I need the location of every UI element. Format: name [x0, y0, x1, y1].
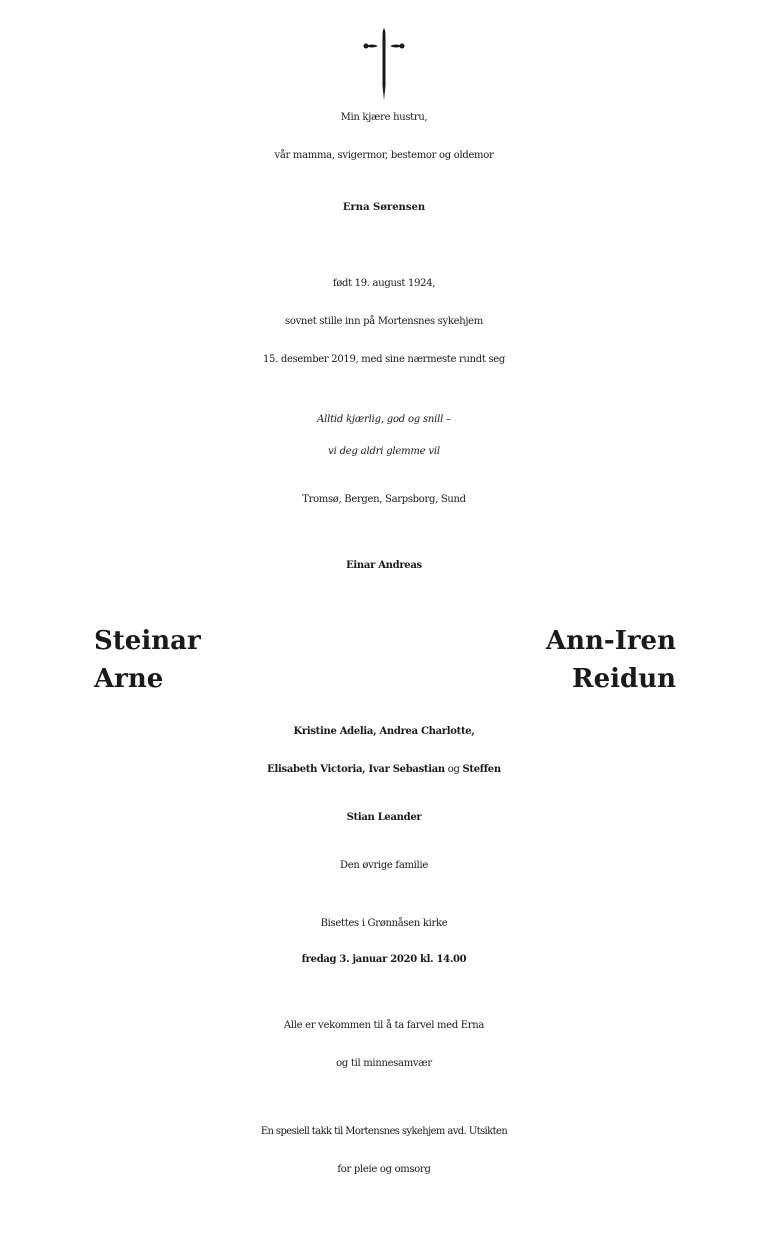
funeral-place: Bisettes i Grønnåsen kirke	[320, 918, 448, 929]
child-name: Ann-Iren	[545, 626, 676, 656]
places-line: Tromsø, Bergen, Sarpsborg, Sund	[302, 494, 466, 505]
grandchildren-conjunction: og	[447, 764, 460, 775]
verse-line-1: Alltid kjærlig, god og snill –	[317, 414, 451, 425]
verse-line-2: vi deg aldri glemme vil	[328, 446, 440, 457]
child-name: Reidun	[571, 664, 676, 694]
grandchildren-line-2	[0, 764, 768, 776]
other-family: Den øvrige familie	[340, 860, 428, 871]
invitation-line-1: Alle er vekommen til å ta farvel med Erna	[283, 1020, 485, 1031]
children-right	[546, 622, 676, 698]
great-grandchild-name: Stian Leander	[346, 812, 422, 823]
child-name: Steinar	[94, 626, 201, 656]
husband-name: Einar Andreas	[346, 560, 422, 571]
child-name: Arne	[94, 664, 164, 694]
invitation-line-2: og til minnesamvær	[336, 1058, 432, 1069]
intro-line-1: Min kjære hustru,	[340, 112, 428, 123]
birth-line: født 19. august 1924,	[332, 278, 436, 289]
grandchildren-line-1: Kristine Adelia, Andrea Charlotte,	[293, 726, 475, 737]
intro-line-2: vår mamma, svigermor, bestemor og oldemor	[274, 150, 494, 161]
funeral-datetime: fredag 3. januar 2020 kl. 14.00	[301, 954, 467, 965]
grandchildren-names: Elisabeth Victoria, Ivar Sebastian	[267, 764, 445, 775]
death-line-1: sovnet stille inn på Mortensnes sykehjem	[285, 316, 483, 327]
children-left	[94, 622, 201, 698]
cross-icon	[362, 26, 406, 102]
thanks-line-1: En spesiell takk til Mortensnes sykehjem avd. Utsikten	[260, 1126, 508, 1137]
deceased-name: Erna Sørensen	[342, 202, 426, 213]
thanks-line-2: for pleie og omsorg	[337, 1164, 431, 1175]
death-line-2: 15. desember 2019, med sine nærmeste rundt seg	[262, 354, 506, 365]
grandchildren-last-name: Steffen	[462, 764, 501, 775]
